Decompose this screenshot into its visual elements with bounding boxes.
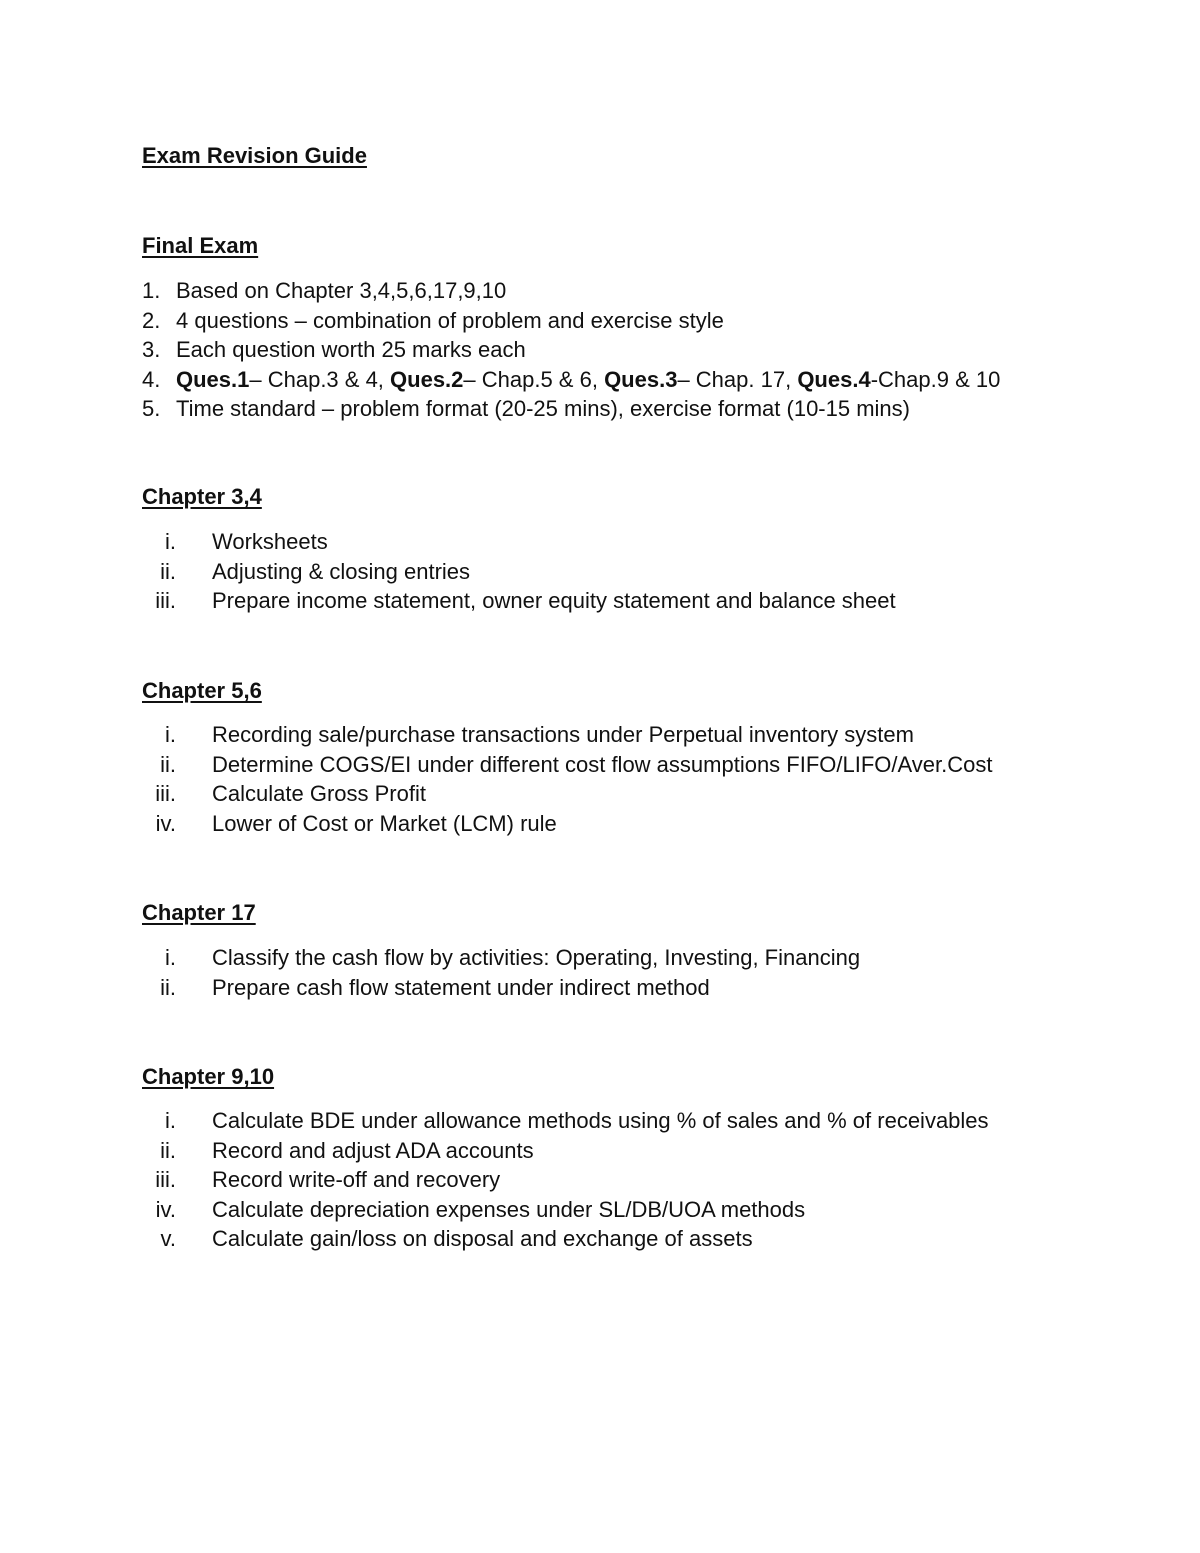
list-item-text: Adjusting & closing entries [212,558,471,584]
list-item-text: Recording sale/purchase transactions under Perpetual inventory system [212,722,914,747]
list-marker: 1. [142,278,161,303]
list-item-text: Calculate gain/loss on disposal and exchange of assets [212,1226,753,1251]
list-item-text: Calculate BDE under allowance methods using % of sales and % of receivables [212,1108,989,1133]
question-label: Ques.3 [604,366,678,392]
list-marker: i. [165,722,176,747]
list-item-text: Prepare cash flow statement under indirect method [212,974,710,1000]
list-item-text: Each question worth 25 marks each [176,337,526,362]
list-item-text: Classify the cash flow by activities: Operating, Investing, Financing [212,945,861,970]
list-marker: iii. [155,588,176,613]
question-chapters: -Chap.9 & 10 [870,366,1001,392]
chapter-3-4-heading: Chapter 3,4 [142,484,262,509]
chapter-5-6-heading: Chapter 5,6 [142,678,262,703]
list-item-text: Record write-off and recovery [212,1167,501,1192]
list-marker: v. [160,1226,176,1251]
list-marker: 2. [142,307,161,333]
question-chapters: – Chap.3 & 4, [249,366,391,392]
question-chapters: – Chap. 17, [677,366,798,392]
list-item-text: Lower of Cost or Market (LCM) rule [212,810,557,836]
list-item-text: Calculate Gross Profit [212,781,426,806]
list-item-text: Record and adjust ADA accounts [212,1137,534,1163]
document-title: Exam Revision Guide [142,143,367,168]
list-item-text: Calculate depreciation expenses under SL/DB/UOA methods [212,1196,806,1222]
question-label: Ques.1 [176,366,250,392]
list-item-text: Based on Chapter 3,4,5,6,17,9,10 [176,278,507,303]
list-marker: iii. [155,1167,176,1192]
list-item-text: Worksheets [212,529,328,554]
chapter-9-10-heading: Chapter 9,10 [142,1064,275,1089]
list-marker: iv. [155,1196,176,1222]
list-marker: ii. [160,558,176,584]
list-marker: 3. [142,337,161,362]
chapter-17-heading: Chapter 17 [142,900,256,925]
list-marker: iii. [155,781,176,806]
list-item-text: 4 questions – combination of problem and exercise style [176,307,724,333]
list-marker: ii. [160,974,176,1000]
list-marker: i. [165,529,176,554]
list-marker: 5. [142,396,161,421]
final-exam-heading: Final Exam [142,233,259,258]
list-item-text: Determine COGS/EI under different cost flow assumptions FIFO/LIFO/Aver.Cost [212,751,993,777]
list-marker: i. [165,945,176,970]
list-marker: i. [165,1108,176,1133]
list-item-text: Time standard – problem format (20-25 mins), exercise format (10-15 mins) [176,396,910,421]
question-mapping [176,365,1000,395]
question-label: Ques.4 [797,366,871,392]
list-item-text: Prepare income statement, owner equity statement and balance sheet [212,588,896,613]
list-marker: 4. [142,366,161,392]
question-label: Ques.2 [390,366,464,392]
list-marker: ii. [160,751,176,777]
list-marker: ii. [160,1137,176,1163]
question-chapters: – Chap.5 & 6, [463,366,605,392]
list-marker: iv. [155,810,176,836]
